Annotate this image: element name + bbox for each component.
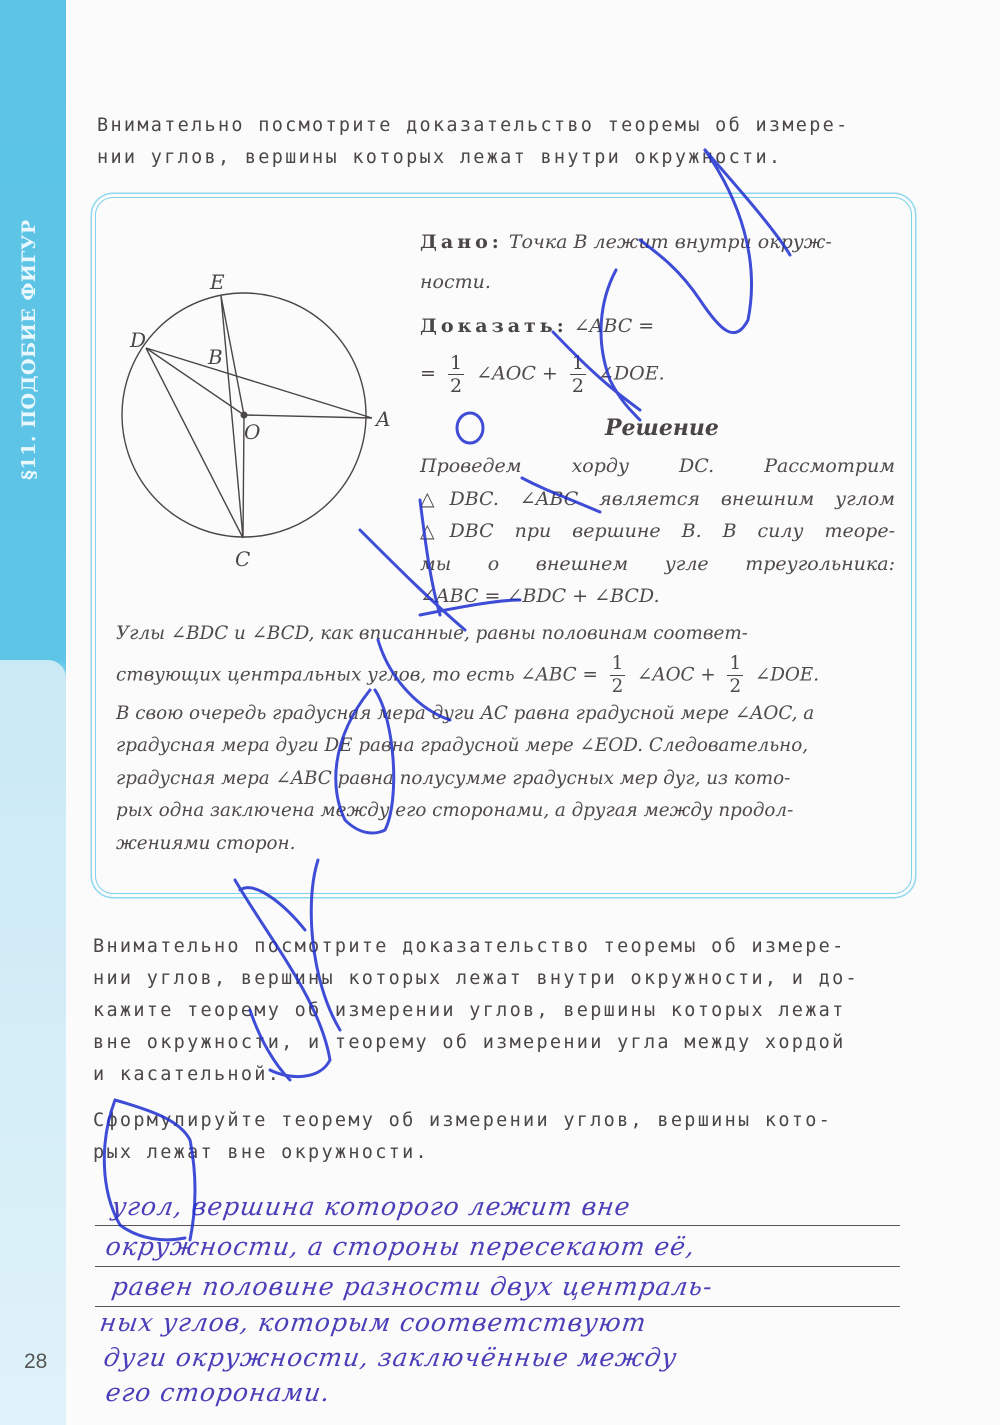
solution-line: жениями сторон. (116, 832, 296, 854)
task-line: рых лежат вне окружности. (93, 1142, 429, 1163)
segment-EO (221, 296, 244, 415)
solution-line: рых одна заключена между его сторонами, а другая между продол- (116, 800, 794, 821)
fraction: $\frac{1}{2}$ (611, 652, 624, 697)
handwritten-line: ных углов, которым соответствуют (97, 1308, 649, 1337)
solution-line: △DBC при вершине B. В силу теоре- (420, 520, 895, 542)
solution-line: ∠ABC = ∠BDC + ∠BCD. (420, 585, 660, 607)
term-doe: ∠DOE. (598, 362, 665, 385)
task-line: нии углов, вершины которых лежат внутри окружности, и до- (93, 968, 859, 989)
term-aoc: ∠AOC + (476, 362, 558, 385)
handwritten-line: угол, вершина которого лежит вне (109, 1192, 633, 1221)
task-line: вне окружности, и теорему об измерении угла между хордой (93, 1032, 846, 1053)
page-number: 28 (24, 1350, 48, 1373)
chapter-side-strip (0, 0, 66, 1425)
segment-OA (244, 415, 372, 418)
given-block (420, 222, 890, 346)
label-D: D (130, 328, 147, 352)
task-line: Внимательно посмотрите доказательство теоремы об измере- (93, 936, 846, 957)
solution-line: градусная мера дуги DE равна градусной мере ∠EOD. Следовательно, (116, 735, 809, 756)
solution-full-width (116, 618, 892, 860)
solution-line: мы о внешнем угле треугольника: (420, 552, 895, 575)
fraction: $\frac{1}{2}$ (571, 352, 584, 397)
task-3 (93, 1105, 832, 1169)
prove-label: Доказать: (420, 315, 568, 337)
answer-line (95, 1306, 900, 1307)
solution-line: градусная мера ∠ABC равна полусумме градусных мер дуг, из кото- (116, 767, 791, 789)
task-2 (93, 931, 859, 1091)
section-label: §11. ПОДОБИЕ ФИГУР (18, 219, 40, 480)
fraction: $\frac{1}{2}$ (449, 352, 463, 397)
equals-sign: = (420, 362, 436, 385)
intro-task-line: Внимательно посмотрите доказательство теоремы об измере- (97, 115, 850, 136)
given-text: Точка B лежит внутри окруж- (508, 231, 832, 253)
side-strip-lower (0, 660, 66, 1425)
intro-task (97, 110, 850, 174)
handwritten-line: дуги окружности, заключённые между (101, 1343, 680, 1372)
label-A: A (376, 407, 391, 431)
solution-title: Решение (605, 415, 719, 441)
given-label: Дано: (420, 231, 503, 253)
intro-task-line: нии углов, вершины которых лежат внутри окружности. (97, 147, 783, 168)
label-E: E (210, 270, 225, 294)
label-B: B (208, 345, 223, 369)
solution-right-column (420, 450, 895, 613)
prove-lhs: ∠ABC = (573, 315, 655, 337)
solution-formula-line: ствующих центральных углов, то есть ∠ABC = $\frac{1}{2}$ ∠AOC + $\frac{1}{2}$ ∠DOE. (116, 652, 820, 697)
label-O: O (244, 420, 261, 444)
chord-DA (146, 348, 372, 418)
task-line: и касательной. (93, 1064, 282, 1085)
prove-formula (420, 352, 665, 397)
task-line: Сформулируйте теорему об измерении углов, вершины кото- (93, 1110, 833, 1131)
handwritten-line: окружности, а стороны пересекают её, (103, 1232, 698, 1261)
solution-line: Проведем хорду DC. Рассмотрим (420, 455, 895, 477)
handwritten-line: его сторонами. (103, 1378, 333, 1407)
fraction: $\frac{1}{2}$ (729, 652, 742, 697)
solution-line: В свою очередь градусная мера дуги AC равна градусной мере ∠AOC, а (116, 702, 815, 724)
handwritten-line: равен половине разности двух централь- (109, 1272, 715, 1301)
center-point-icon (241, 412, 248, 419)
task-line: кажите теорему об измерении углов, вершины которых лежат (93, 1000, 846, 1021)
given-text-cont: ности. (420, 271, 491, 293)
solution-line: △DBC. ∠ABC является внешним углом (420, 487, 895, 510)
answer-line (95, 1266, 900, 1267)
label-C: C (235, 547, 251, 571)
solution-line: Углы ∠BDC и ∠BCD, как вписанные, равны половинам соответ- (116, 623, 748, 644)
pen-stroke-icon (240, 888, 305, 930)
answer-line (95, 1225, 900, 1226)
circle-diagram (110, 260, 410, 580)
